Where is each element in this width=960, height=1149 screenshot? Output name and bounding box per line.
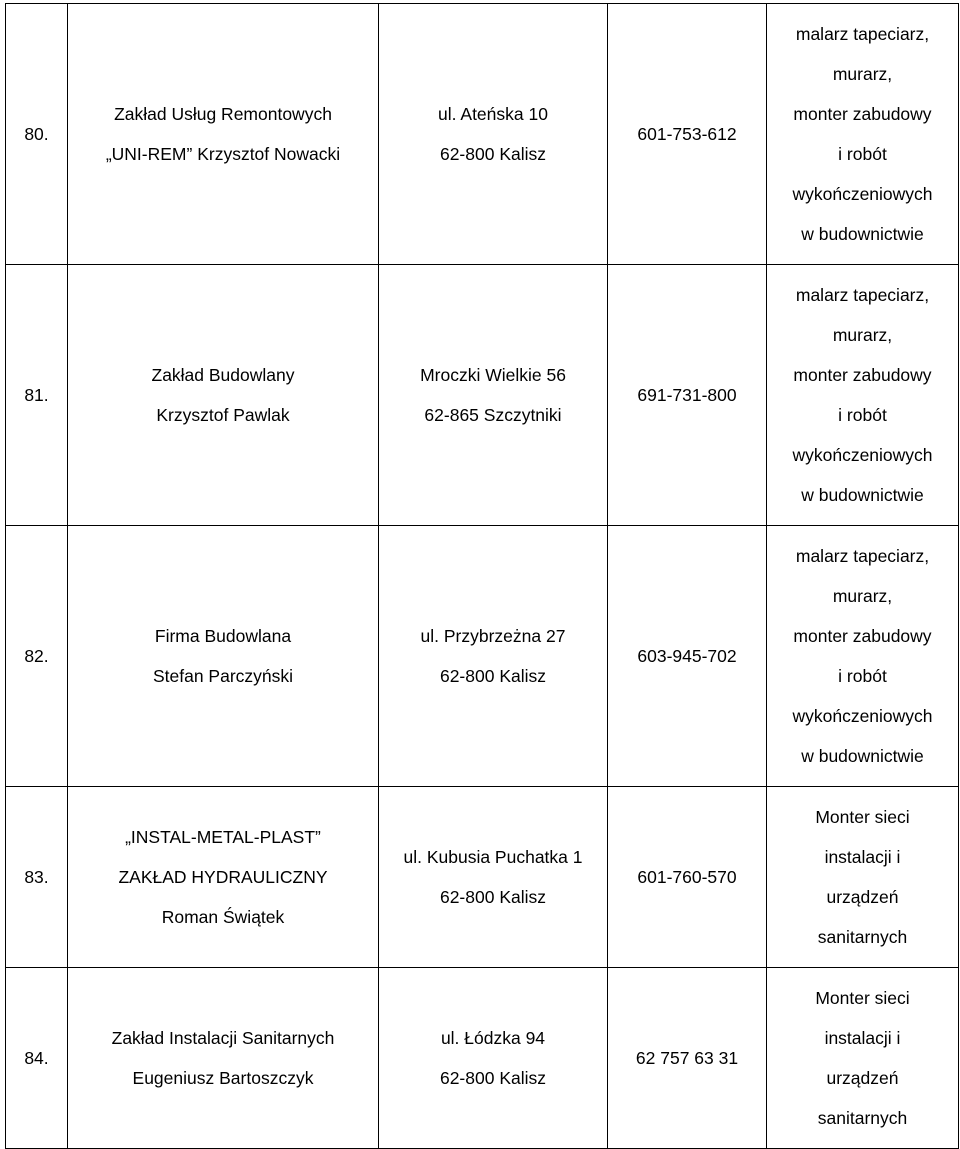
service-line: murarz, [832, 586, 893, 606]
service-line: murarz, [832, 64, 893, 84]
address-line: ul. Kubusia Puchatka 1 [403, 847, 583, 867]
address-line: 62-800 Kalisz [439, 666, 547, 686]
service-line: malarz tapeciarz, [795, 546, 930, 566]
company-name-line: Stefan Parczyński [152, 666, 294, 686]
row-number: 82. [6, 526, 68, 787]
address [379, 265, 608, 526]
services [767, 4, 959, 265]
company-name-line: „INSTAL-METAL-PLAST” [125, 827, 321, 847]
table-row [6, 968, 959, 1149]
address-line: ul. Ateńska 10 [438, 104, 548, 124]
company-name-line: Zakład Budowlany [151, 365, 295, 385]
company-name-line: Krzysztof Pawlak [156, 405, 290, 425]
phone: 691-731-800 [608, 265, 767, 526]
contractor-table [5, 3, 959, 1149]
company-name [68, 526, 379, 787]
services [767, 968, 959, 1149]
phone: 601-753-612 [608, 4, 767, 265]
company-name-line: ZAKŁAD HYDRAULICZNY [118, 867, 328, 887]
service-line: w budownictwie [801, 746, 924, 766]
address [379, 968, 608, 1149]
service-line: instalacji i [824, 1028, 901, 1048]
address-line: 62-800 Kalisz [439, 1068, 547, 1088]
phone: 601-760-570 [608, 787, 767, 968]
address [379, 4, 608, 265]
service-line: monter zabudowy [793, 104, 932, 124]
service-line: urządzeń [826, 1068, 899, 1088]
service-line: monter zabudowy [793, 626, 932, 646]
service-line: murarz, [832, 325, 893, 345]
row-number: 83. [6, 787, 68, 968]
company-name [68, 787, 379, 968]
row-number: 84. [6, 968, 68, 1149]
address [379, 787, 608, 968]
table-row [6, 265, 959, 526]
service-line: instalacji i [824, 847, 901, 867]
service-line: w budownictwie [801, 485, 924, 505]
service-line: i robót [838, 144, 887, 164]
table-row [6, 787, 959, 968]
table-row [6, 4, 959, 265]
company-name-line: Firma Budowlana [154, 626, 292, 646]
services [767, 265, 959, 526]
service-line: malarz tapeciarz, [795, 24, 930, 44]
service-line: sanitarnych [817, 1108, 908, 1128]
row-number: 80. [6, 4, 68, 265]
phone: 62 757 63 31 [608, 968, 767, 1149]
service-line: wykończeniowych [792, 184, 933, 204]
address-line: ul. Łódzka 94 [440, 1028, 546, 1048]
table-row [6, 526, 959, 787]
service-line: urządzeń [826, 887, 899, 907]
company-name-line: Roman Świątek [161, 907, 285, 927]
service-line: malarz tapeciarz, [795, 285, 930, 305]
address-line: 62-865 Szczytniki [424, 405, 562, 425]
service-line: w budownictwie [801, 224, 924, 244]
services [767, 787, 959, 968]
service-line: Monter sieci [815, 988, 910, 1008]
company-name [68, 265, 379, 526]
company-name [68, 4, 379, 265]
company-name-line: „UNI-REM” Krzysztof Nowacki [105, 144, 341, 164]
services [767, 526, 959, 787]
row-number: 81. [6, 265, 68, 526]
service-line: Monter sieci [815, 807, 910, 827]
address-line: 62-800 Kalisz [439, 144, 547, 164]
service-line: monter zabudowy [793, 365, 932, 385]
service-line: wykończeniowych [792, 445, 933, 465]
service-line: i robót [838, 666, 887, 686]
company-name [68, 968, 379, 1149]
phone: 603-945-702 [608, 526, 767, 787]
service-line: wykończeniowych [792, 706, 933, 726]
address-line: 62-800 Kalisz [439, 887, 547, 907]
company-name-line: Eugeniusz Bartoszczyk [132, 1068, 314, 1088]
address-line: Mroczki Wielkie 56 [420, 365, 566, 385]
address [379, 526, 608, 787]
company-name-line: Zakład Usług Remontowych [114, 104, 332, 124]
address-line: ul. Przybrzeżna 27 [420, 626, 566, 646]
service-line: sanitarnych [817, 927, 908, 947]
company-name-line: Zakład Instalacji Sanitarnych [111, 1028, 335, 1048]
service-line: i robót [838, 405, 887, 425]
